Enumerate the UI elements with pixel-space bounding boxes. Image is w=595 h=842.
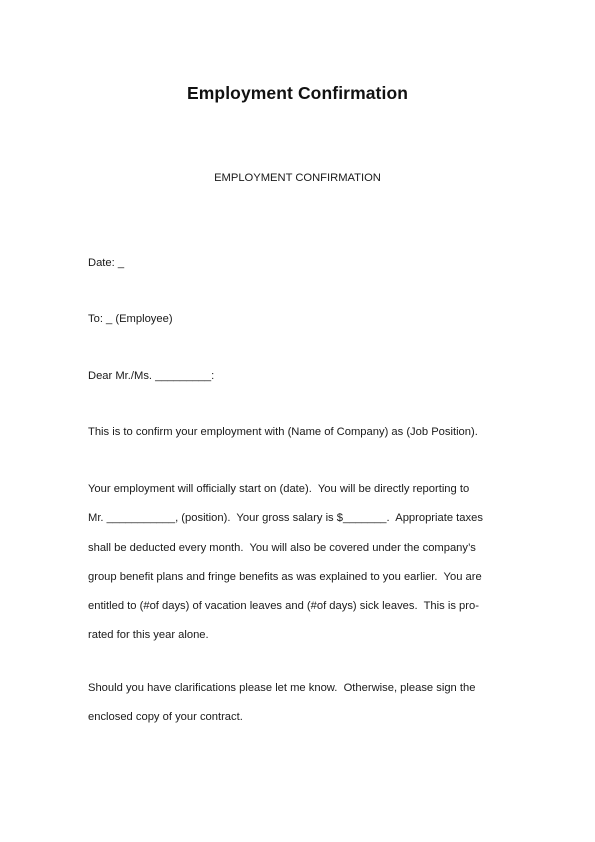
paragraph-line: enclosed copy of your contract.: [88, 711, 243, 724]
recipient-line: To: _ (Employee): [88, 313, 173, 325]
salutation: Dear Mr./Ms. _________:: [88, 370, 215, 382]
paragraph-line: Should you have clarifications please let me know. Otherwise, please sign the: [88, 682, 476, 694]
paragraph-line: shall be deducted every month. You will also be covered under the company’s: [88, 541, 476, 554]
paragraph-line: Your employment will officially start on (date). You will be directly reporting to: [88, 483, 470, 495]
paragraph-line: entitled to (#of days) of vacation leaves and (#of days) sick leaves. This is pro-: [88, 600, 479, 613]
paragraph-line: rated for this year alone.: [88, 629, 209, 642]
employment-terms-paragraph: [88, 475, 508, 651]
letter-heading: EMPLOYMENT CONFIRMATION: [214, 172, 381, 184]
paragraph-line: group benefit plans and fringe benefits as was explained to you earlier. You are: [88, 570, 482, 583]
intro-paragraph: This is to confirm your employment with (Name of Company) as (Job Position).: [88, 426, 478, 438]
closing-paragraph: [88, 674, 508, 733]
paragraph-line: Mr. ___________, (position). Your gross salary is $_______. Appropriate taxes: [88, 512, 483, 525]
date-line: Date: _: [88, 257, 125, 269]
document-title: Employment Confirmation: [186, 83, 409, 103]
